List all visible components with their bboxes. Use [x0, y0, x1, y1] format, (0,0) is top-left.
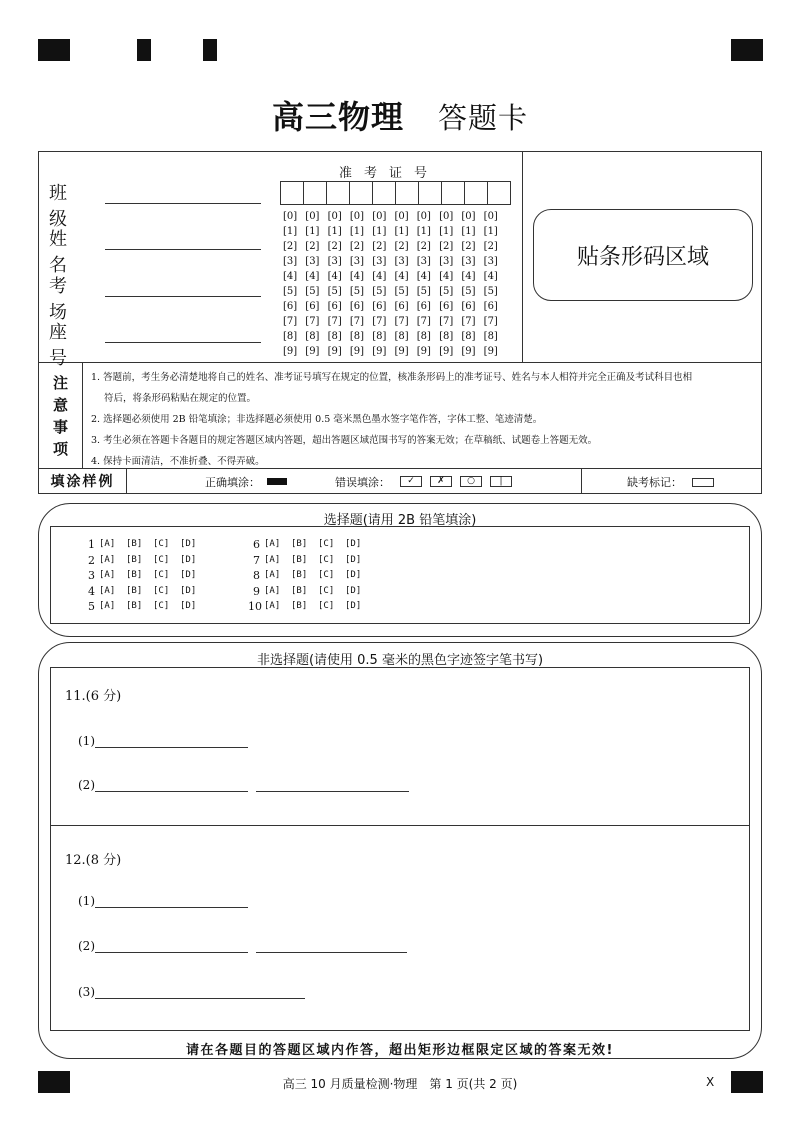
- digit-bubble[interactable]: [7]: [327, 316, 342, 327]
- answer-line[interactable]: [95, 895, 248, 908]
- option-bubble[interactable]: [B]: [291, 554, 308, 565]
- class-line: [105, 203, 261, 204]
- digit-bubble[interactable]: [4]: [439, 271, 454, 282]
- option-bubble[interactable]: [B]: [126, 570, 143, 580]
- digit-bubble[interactable]: [8]: [349, 331, 365, 342]
- question-number: 8: [253, 569, 260, 582]
- registration-mark-top-left: [38, 39, 70, 61]
- page-footer: 高三 10 月质量检测·物理 第 1 页(共 2 页): [282, 1077, 518, 1091]
- digit-bubble[interactable]: [7]: [372, 316, 387, 327]
- notice-heading-char: 注: [52, 373, 68, 392]
- digit-bubble[interactable]: [5]: [372, 286, 387, 297]
- q12-blank-1[interactable]: [78, 894, 248, 908]
- exam-number-digit-box[interactable]: [464, 181, 488, 205]
- digit-bubble[interactable]: [4]: [372, 271, 387, 282]
- exam-number-digit-box[interactable]: [418, 181, 442, 205]
- notice-item-1-cont: 符后，将条形码粘贴在规定的位置。: [104, 393, 257, 404]
- digit-bubble[interactable]: [7]: [483, 316, 498, 327]
- digit-bubble[interactable]: [8]: [305, 331, 320, 342]
- header-frame: [38, 151, 762, 494]
- nonchoice-title: 非选择题(请使用 0.5 毫米的黑色字迹签字笔书写): [256, 653, 544, 668]
- wrong-fill-label: 错误填涂：: [335, 476, 390, 489]
- bubble-row: [283, 314, 506, 329]
- exam-room-label: 考 场: [49, 276, 85, 323]
- q11-blank-2-label: (2): [78, 778, 95, 792]
- digit-bubble[interactable]: [9]: [416, 346, 431, 357]
- absent-mark-box[interactable]: [692, 478, 714, 487]
- sample-divider: [581, 469, 582, 493]
- digit-bubble[interactable]: [6]: [305, 301, 320, 312]
- digit-bubble[interactable]: [5]: [305, 286, 320, 297]
- digit-bubble[interactable]: [8]: [461, 331, 476, 342]
- option-bubble[interactable]: [B]: [126, 554, 143, 565]
- digit-bubble[interactable]: [6]: [372, 301, 387, 312]
- digit-bubble[interactable]: [3]: [483, 256, 498, 267]
- q11-blank-2[interactable]: [78, 778, 409, 792]
- digit-bubble[interactable]: [1]: [327, 226, 342, 237]
- exam-number-digit-box[interactable]: [487, 181, 511, 205]
- answer-line[interactable]: [95, 735, 248, 748]
- digit-bubble[interactable]: [1]: [416, 226, 431, 237]
- choice-question-row: [83, 599, 207, 615]
- option-bubble[interactable]: [A]: [99, 554, 116, 565]
- digit-bubble[interactable]: [8]: [483, 331, 498, 342]
- question-number: 6: [253, 538, 260, 551]
- bubble-row: [283, 299, 506, 314]
- digit-bubble[interactable]: [8]: [283, 331, 298, 342]
- digit-bubble[interactable]: [5]: [416, 286, 431, 297]
- digit-bubble[interactable]: [9]: [283, 346, 298, 357]
- digit-bubble[interactable]: [1]: [439, 226, 454, 237]
- question-number: 2: [88, 553, 95, 567]
- class-field[interactable]: [49, 179, 101, 231]
- digit-bubble[interactable]: [2]: [305, 241, 320, 252]
- digit-bubble[interactable]: [2]: [394, 241, 409, 252]
- choice-question-row: [248, 568, 372, 584]
- page-title: [0, 92, 800, 138]
- option-bubble[interactable]: [B]: [291, 601, 308, 611]
- option-bubble[interactable]: [D]: [345, 570, 362, 580]
- digit-bubble[interactable]: [2]: [372, 241, 387, 252]
- digit-bubble[interactable]: [8]: [439, 331, 454, 342]
- name-field[interactable]: [49, 225, 101, 277]
- digit-bubble[interactable]: [0]: [439, 211, 454, 222]
- question-number: 7: [253, 553, 260, 567]
- digit-bubble[interactable]: [6]: [483, 301, 498, 312]
- seat-label: 座 号: [49, 322, 85, 369]
- digit-bubble[interactable]: [2]: [327, 241, 342, 252]
- option-bubble[interactable]: [A]: [264, 570, 281, 580]
- digit-bubble[interactable]: [7]: [439, 316, 454, 327]
- digit-bubble[interactable]: [6]: [394, 301, 409, 312]
- digit-bubble[interactable]: [6]: [416, 301, 431, 312]
- q12-blank-3[interactable]: [78, 985, 305, 999]
- digit-bubble[interactable]: [1]: [283, 226, 298, 237]
- digit-bubble[interactable]: [5]: [283, 286, 298, 297]
- q12-heading: 12.(8 分): [65, 853, 122, 868]
- choice-question-row: [83, 568, 207, 584]
- q12-blank-2-label: (2): [78, 939, 95, 953]
- choice-question-row: [83, 537, 207, 553]
- digit-bubble[interactable]: [3]: [305, 256, 320, 267]
- digit-bubble[interactable]: [9]: [483, 346, 498, 357]
- exam-number-digit-box[interactable]: [280, 181, 304, 205]
- sample-heading: 填涂样例: [39, 469, 127, 493]
- exam-number-digit-box[interactable]: [303, 181, 327, 205]
- nonchoice-section: [38, 642, 762, 1059]
- digit-bubble[interactable]: [3]: [394, 256, 409, 267]
- answer-area-warning: 请在各题目的答题区域内作答，超出矩形边框限定区域的答案无效!: [186, 1043, 614, 1058]
- digit-bubble[interactable]: [5]: [327, 286, 342, 297]
- digit-bubble[interactable]: [9]: [439, 346, 454, 357]
- digit-bubble[interactable]: [9]: [461, 346, 476, 357]
- digit-bubble[interactable]: [1]: [372, 226, 387, 237]
- answer-line[interactable]: [95, 986, 305, 999]
- option-bubble[interactable]: [C]: [153, 570, 170, 580]
- notice-section: [39, 363, 761, 469]
- name-line: [105, 249, 261, 250]
- digit-bubble[interactable]: [7]: [349, 316, 365, 327]
- option-bubble[interactable]: [B]: [126, 585, 143, 596]
- digit-bubble[interactable]: [2]: [483, 241, 498, 252]
- q11-heading: 11.(6 分): [65, 689, 122, 704]
- absent-mark-label: 缺考标记：: [627, 476, 682, 489]
- notice-heading-char: 项: [52, 439, 68, 458]
- wrong-mark-circle-icon: ○: [460, 476, 482, 487]
- notice-item-2: 2. 选择题必须使用 2B 铅笔填涂；非选择题必须使用 0.5 毫米黑色墨水签字笔作答，字体工整、笔迹清楚。: [91, 414, 543, 425]
- nonchoice-answer-box: [50, 667, 750, 1031]
- wrong-mark-line-icon: |: [490, 476, 512, 487]
- choice-answer-box: [50, 526, 750, 624]
- exam-room-line: [105, 296, 261, 297]
- digit-bubble[interactable]: [9]: [349, 346, 365, 357]
- answer-line[interactable]: [95, 779, 248, 792]
- digit-bubble[interactable]: [7]: [305, 316, 320, 327]
- answer-line[interactable]: [256, 779, 409, 792]
- option-bubble[interactable]: [D]: [180, 585, 197, 596]
- digit-bubble[interactable]: [1]: [483, 226, 498, 237]
- exam-number-digit-box[interactable]: [441, 181, 465, 205]
- bubble-row: [283, 344, 506, 359]
- correct-fill-mark: [267, 478, 287, 485]
- option-bubble[interactable]: [C]: [318, 539, 335, 549]
- exam-number-digit-box[interactable]: [349, 181, 373, 205]
- bubble-row: [283, 224, 506, 239]
- choice-column-left: [83, 537, 207, 615]
- option-bubble[interactable]: [C]: [153, 601, 170, 611]
- digit-bubble[interactable]: [3]: [283, 256, 298, 267]
- digit-bubble[interactable]: [7]: [461, 316, 476, 327]
- option-bubble[interactable]: [A]: [264, 554, 281, 565]
- digit-bubble[interactable]: [5]: [461, 286, 476, 297]
- digit-bubble[interactable]: [4]: [416, 271, 431, 282]
- digit-bubble[interactable]: [1]: [461, 226, 476, 237]
- digit-bubble[interactable]: [9]: [394, 346, 409, 357]
- digit-bubble[interactable]: [3]: [461, 256, 476, 267]
- digit-bubble[interactable]: [4]: [305, 271, 320, 282]
- digit-bubble[interactable]: [9]: [372, 346, 387, 357]
- choice-question-row: [83, 584, 207, 600]
- digit-bubble[interactable]: [2]: [439, 241, 454, 252]
- digit-bubble[interactable]: [8]: [327, 331, 342, 342]
- digit-bubble[interactable]: [6]: [349, 301, 365, 312]
- q12-blank-2[interactable]: [78, 939, 407, 953]
- digit-bubble[interactable]: [9]: [327, 346, 342, 357]
- option-bubble[interactable]: [C]: [318, 570, 335, 580]
- question-number: 5: [88, 600, 95, 613]
- option-bubble[interactable]: [A]: [99, 570, 116, 580]
- digit-bubble[interactable]: [6]: [461, 301, 476, 312]
- wrong-fill-marks: [400, 476, 512, 487]
- digit-bubble[interactable]: [4]: [461, 271, 476, 282]
- title-card: 答题卡: [438, 101, 529, 135]
- option-bubble[interactable]: [C]: [318, 585, 335, 596]
- digit-bubble[interactable]: [4]: [483, 271, 498, 282]
- digit-bubble[interactable]: [3]: [372, 256, 387, 267]
- exam-room-field[interactable]: [49, 272, 101, 324]
- digit-bubble[interactable]: [0]: [327, 211, 342, 222]
- digit-bubble[interactable]: [9]: [305, 346, 320, 357]
- option-bubble[interactable]: [C]: [153, 539, 170, 549]
- option-bubble[interactable]: [A]: [99, 601, 116, 611]
- choice-column-right: [248, 537, 372, 615]
- bubble-row: [283, 254, 506, 269]
- option-bubble[interactable]: [D]: [180, 570, 197, 580]
- student-info-section: [39, 152, 523, 369]
- exam-number-digit-box[interactable]: [395, 181, 419, 205]
- exam-number-bubbles: [283, 209, 506, 359]
- option-bubble[interactable]: [A]: [99, 585, 116, 596]
- digit-bubble[interactable]: [6]: [283, 301, 298, 312]
- bubble-row: [283, 269, 506, 284]
- bubble-row: [283, 209, 506, 224]
- digit-bubble[interactable]: [3]: [327, 256, 342, 267]
- digit-bubble[interactable]: [6]: [327, 301, 342, 312]
- exam-number-digit-box[interactable]: [372, 181, 396, 205]
- option-bubble[interactable]: [D]: [345, 585, 362, 596]
- option-bubble[interactable]: [B]: [291, 539, 308, 549]
- answer-line[interactable]: [95, 940, 248, 953]
- digit-bubble[interactable]: [3]: [416, 256, 431, 267]
- question-number: 10: [248, 600, 262, 613]
- digit-bubble[interactable]: [2]: [461, 241, 476, 252]
- digit-bubble[interactable]: [0]: [305, 211, 320, 222]
- registration-mark-top-3: [203, 39, 217, 61]
- option-bubble[interactable]: [C]: [153, 554, 170, 565]
- option-bubble[interactable]: [A]: [264, 539, 281, 549]
- digit-bubble[interactable]: [0]: [416, 211, 431, 222]
- option-bubble[interactable]: [D]: [180, 554, 197, 565]
- choice-question-row: [248, 599, 372, 615]
- digit-bubble[interactable]: [5]: [394, 286, 409, 297]
- digit-bubble[interactable]: [7]: [283, 316, 298, 327]
- option-bubble[interactable]: [A]: [264, 601, 281, 611]
- digit-bubble[interactable]: [2]: [283, 241, 298, 252]
- digit-bubble[interactable]: [0]: [394, 211, 409, 222]
- digit-bubble[interactable]: [4]: [394, 271, 409, 282]
- name-label: 姓 名: [49, 229, 85, 276]
- option-bubble[interactable]: [D]: [180, 601, 197, 611]
- choice-question-row: [248, 537, 372, 553]
- notice-item-4: 4. 保持卡面清洁，不准折叠、不得弄破。: [91, 456, 265, 467]
- digit-bubble[interactable]: [0]: [283, 211, 298, 222]
- question-number: 4: [88, 584, 95, 598]
- option-bubble[interactable]: [B]: [126, 539, 143, 549]
- digit-bubble[interactable]: [0]: [483, 211, 498, 222]
- wrong-mark-cross-icon: ✗: [430, 476, 452, 487]
- notice-heading-char: 事: [52, 417, 68, 436]
- page-footer-mark: X: [706, 1075, 715, 1089]
- digit-bubble[interactable]: [4]: [327, 271, 342, 282]
- bubble-row: [283, 239, 506, 254]
- option-bubble[interactable]: [B]: [291, 585, 308, 596]
- option-bubble[interactable]: [D]: [180, 539, 197, 549]
- notice-heading: [39, 363, 83, 468]
- digit-bubble[interactable]: [3]: [439, 256, 454, 267]
- wrong-mark-check-icon: ✓: [400, 476, 422, 487]
- digit-bubble[interactable]: [6]: [439, 301, 454, 312]
- digit-bubble[interactable]: [1]: [394, 226, 409, 237]
- notice-item-1: 1. 答题前，考生务必清楚地将自己的姓名、准考证号填写在规定的位置，核准条形码上的准考证号、姓名与本人相符并完全正确及考试科目也相: [91, 372, 693, 383]
- digit-bubble[interactable]: [5]: [483, 286, 498, 297]
- question-number: 9: [253, 584, 260, 598]
- digit-bubble[interactable]: [8]: [372, 331, 387, 342]
- answer-line[interactable]: [256, 940, 407, 953]
- digit-bubble[interactable]: [0]: [461, 211, 476, 222]
- choice-question-row: [83, 553, 207, 569]
- q11-blank-1[interactable]: [78, 734, 248, 748]
- digit-bubble[interactable]: [4]: [349, 271, 365, 282]
- option-bubble[interactable]: [B]: [291, 570, 308, 580]
- choice-title: 选择题(请用 2B 铅笔填涂): [323, 513, 477, 528]
- registration-mark-top-2: [137, 39, 151, 61]
- option-bubble[interactable]: [A]: [99, 539, 116, 549]
- digit-bubble[interactable]: [5]: [349, 286, 365, 297]
- option-bubble[interactable]: [D]: [345, 554, 362, 565]
- fill-sample-row: [39, 469, 761, 493]
- notice-heading-char: 意: [52, 395, 68, 414]
- seat-line: [105, 342, 261, 343]
- digit-bubble[interactable]: [7]: [416, 316, 431, 327]
- digit-bubble[interactable]: [8]: [394, 331, 409, 342]
- notice-item-3: 3. 考生必须在答题卡各题目的规定答题区域内答题，超出答题区域范围书写的答案无效；在草稿纸、试题卷上答题无效。: [91, 435, 598, 446]
- option-bubble[interactable]: [B]: [126, 601, 143, 611]
- digit-bubble[interactable]: [4]: [283, 271, 298, 282]
- q12-blank-3-label: (3): [78, 985, 95, 999]
- digit-bubble[interactable]: [7]: [394, 316, 409, 327]
- option-bubble[interactable]: [D]: [345, 601, 362, 611]
- option-bubble[interactable]: [D]: [345, 539, 362, 549]
- barcode-section: [523, 152, 761, 363]
- class-label: 班 级: [49, 183, 85, 230]
- q11-blank-1-label: (1): [78, 734, 95, 748]
- option-bubble[interactable]: [C]: [318, 554, 335, 565]
- exam-number-digit-box[interactable]: [326, 181, 350, 205]
- bubble-row: [283, 329, 506, 344]
- question-divider: [51, 825, 749, 826]
- title-subject: 高三物理: [271, 98, 404, 136]
- option-bubble[interactable]: [C]: [153, 585, 170, 596]
- bubble-row: [283, 284, 506, 299]
- digit-bubble[interactable]: [2]: [416, 241, 431, 252]
- exam-number-boxes: [280, 181, 510, 205]
- digit-bubble[interactable]: [0]: [372, 211, 387, 222]
- digit-bubble[interactable]: [8]: [416, 331, 431, 342]
- choice-question-row: [248, 553, 372, 569]
- digit-bubble[interactable]: [5]: [439, 286, 454, 297]
- choice-question-row: [248, 584, 372, 600]
- correct-fill-label: 正确填涂：: [205, 476, 260, 489]
- option-bubble[interactable]: [A]: [264, 585, 281, 596]
- digit-bubble[interactable]: [0]: [349, 211, 365, 222]
- question-number: 1: [88, 538, 95, 551]
- digit-bubble[interactable]: [2]: [349, 241, 365, 252]
- digit-bubble[interactable]: [1]: [349, 226, 365, 237]
- digit-bubble[interactable]: [3]: [349, 256, 365, 267]
- barcode-box: 贴条形码区域: [533, 209, 753, 301]
- choice-section: [38, 503, 762, 637]
- notice-list: [91, 367, 755, 472]
- registration-mark-top-right: [731, 39, 763, 61]
- option-bubble[interactable]: [C]: [318, 601, 335, 611]
- question-number: 3: [88, 569, 95, 582]
- digit-bubble[interactable]: [1]: [305, 226, 320, 237]
- q12-blank-1-label: (1): [78, 894, 95, 908]
- exam-number-title: 准考证号: [339, 166, 440, 181]
